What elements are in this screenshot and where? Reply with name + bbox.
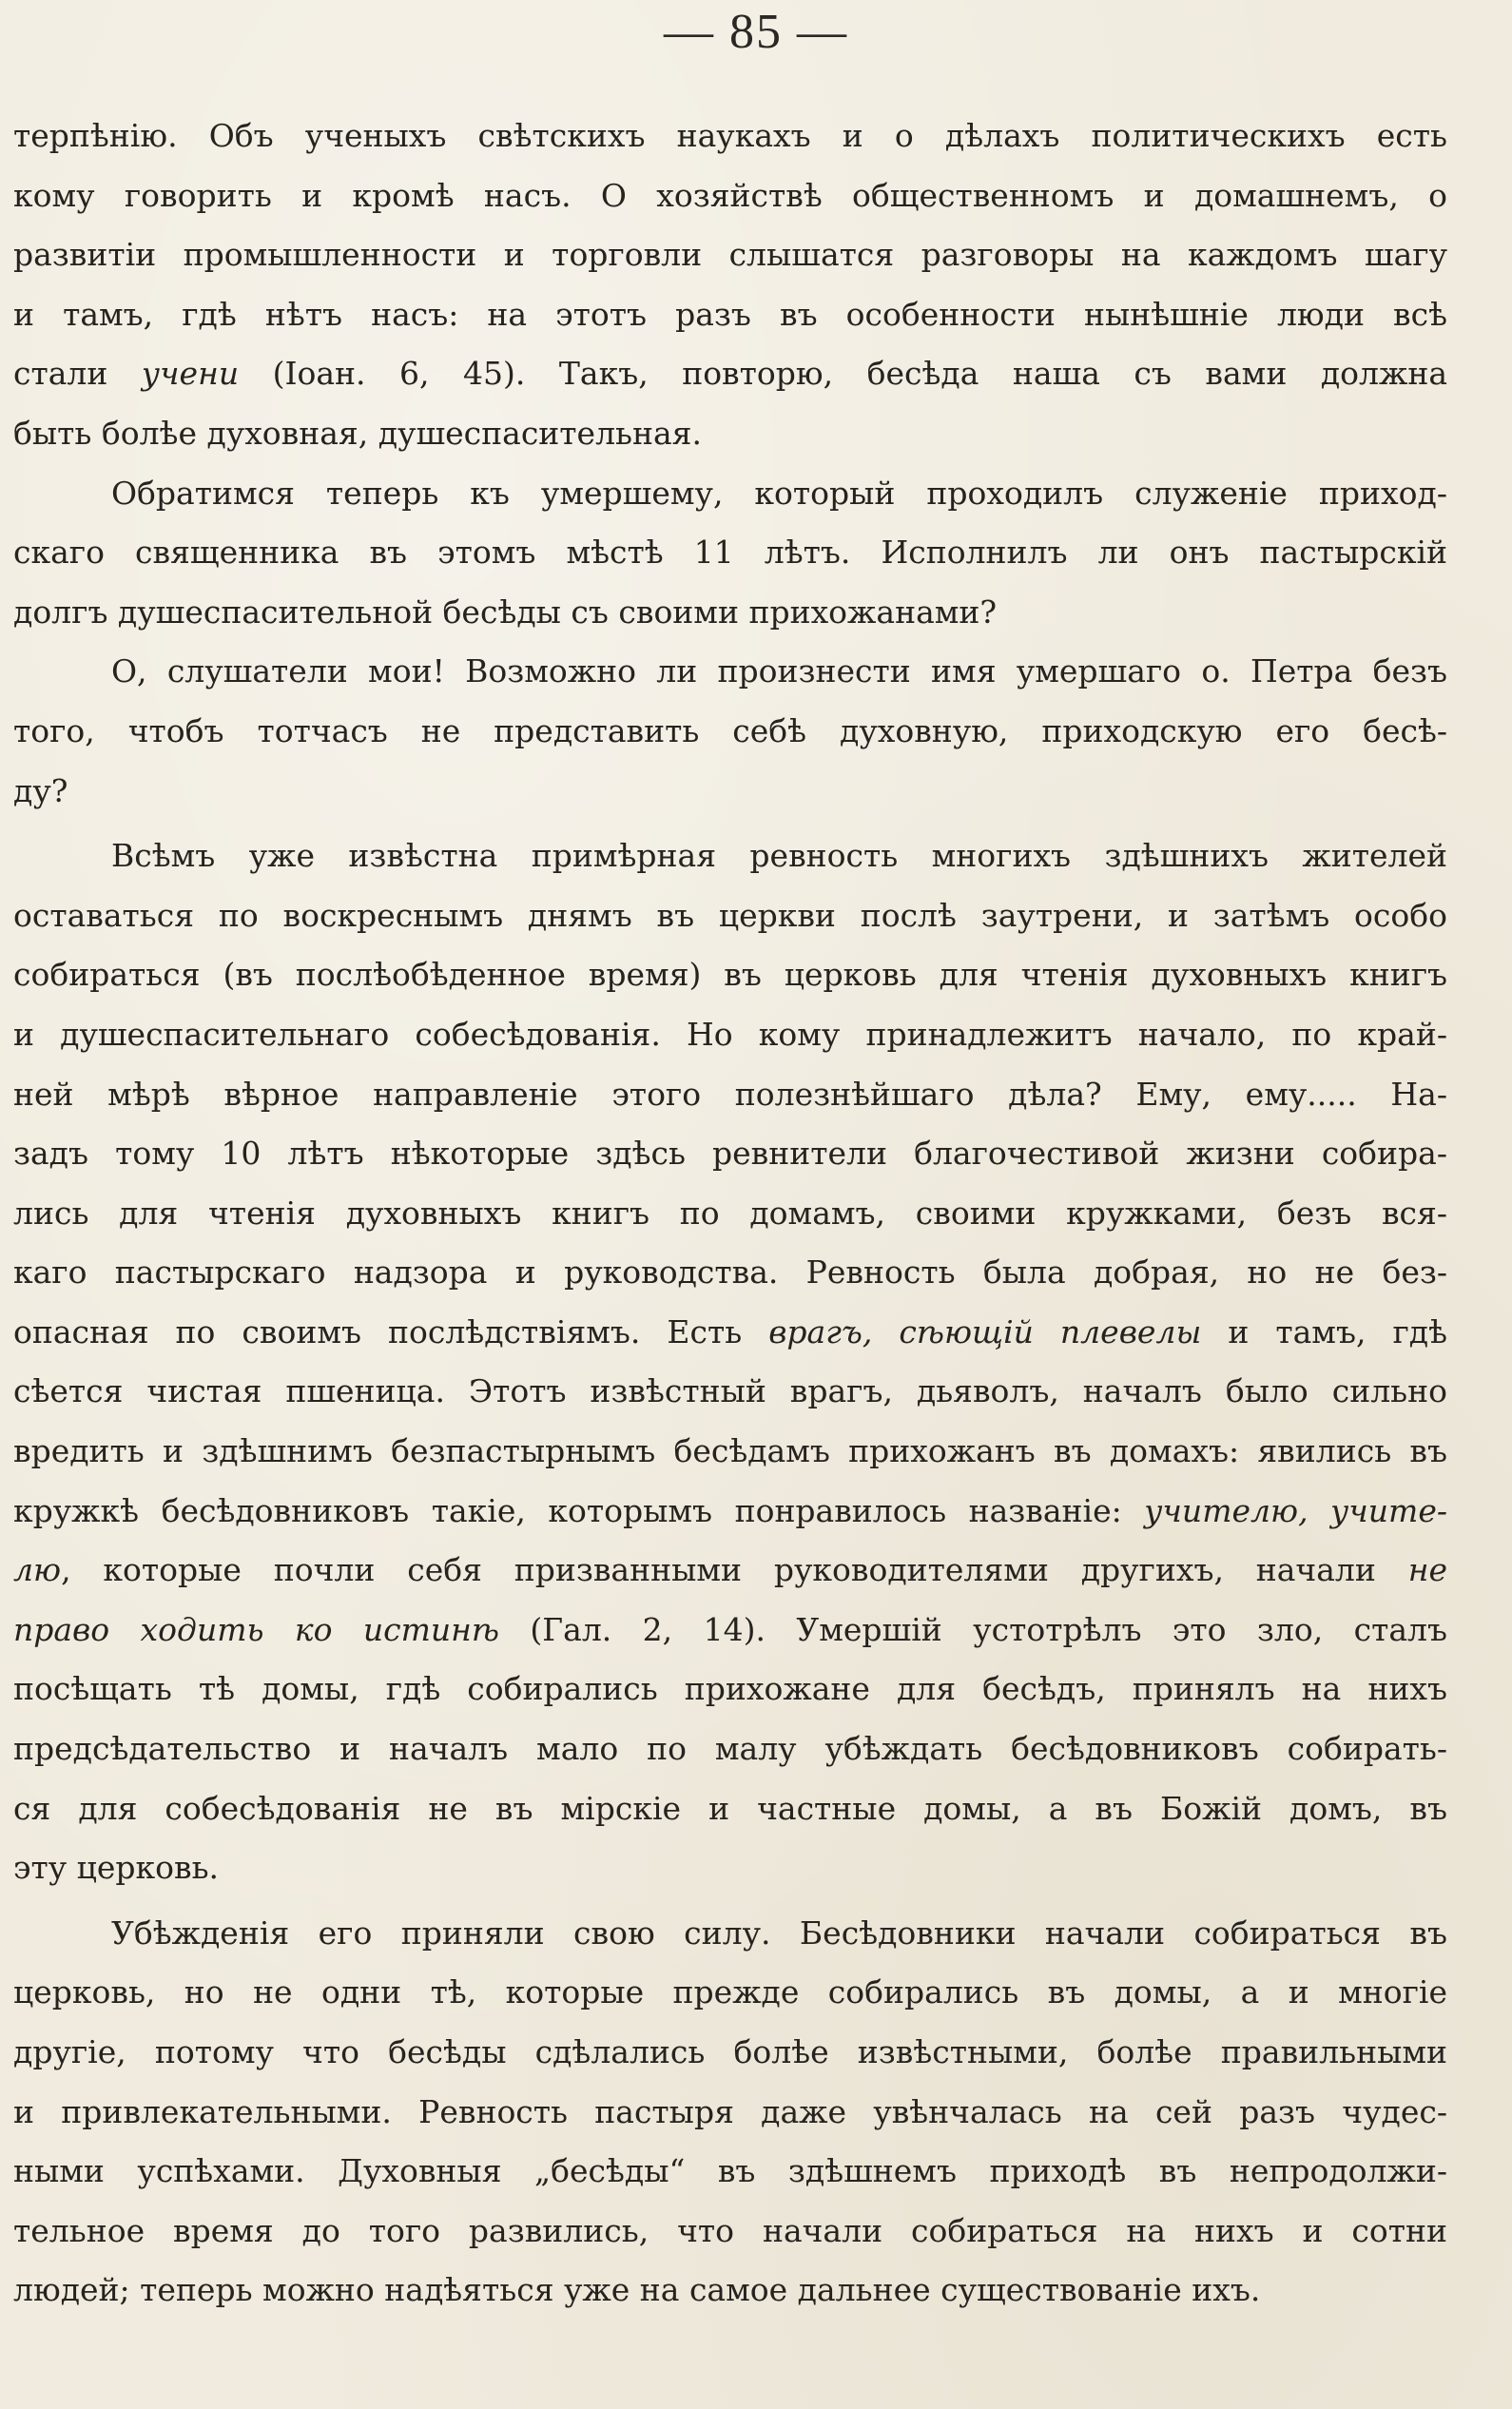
text-line: быть болѣе духовная, душеспасительная. <box>13 414 702 452</box>
body-text <box>13 107 1447 2321</box>
text-line <box>13 1601 1447 1661</box>
text-line: Убѣжденія его приняли свою силу. Бесѣдовники начали собираться въ <box>111 1914 1447 1952</box>
text-line: О, слушатели мои! Возможно ли произнести имя умершаго о. Петра безъ <box>111 652 1447 690</box>
text-line: оставаться по воскреснымъ днямъ въ церкви послѣ заутрени, и затѣмъ особо <box>13 896 1447 934</box>
text-line: людей; теперь можно надѣяться уже на самое дальнее существованіе ихъ. <box>13 2271 1261 2309</box>
text-line: лись для чтенія духовныхъ книгъ по домамъ, своими кружками, безъ вся- <box>13 1194 1447 1232</box>
text-line: того, чтобъ тотчасъ не представить себѣ духовную, приходскую его бесѣ- <box>13 711 1447 749</box>
italic-run: не <box>1407 1551 1447 1589</box>
text-line <box>13 1303 1447 1363</box>
text-line: долгъ душеспасительной бесѣды съ своими прихожанами? <box>13 593 998 631</box>
text-line: эту церковь. <box>13 1849 220 1887</box>
text-line: развитіи промышленности и торговли слышатся разговоры на каждомъ шагу <box>13 236 1447 274</box>
italic-run: право ходить ко истинѣ <box>13 1610 499 1648</box>
text-line: каго пастырскаго надзора и руководства. Ревность была добрая, но не без- <box>13 1253 1447 1292</box>
paragraph-4 <box>13 826 1447 1898</box>
text-line: кому говорить и кромѣ насъ. О хозяйствѣ общественномъ и домашнемъ, о <box>13 176 1447 214</box>
text-run: стали <box>13 355 142 393</box>
text-line: и привлекательными. Ревность пастыря даже увѣнчалась на сей разъ чудес- <box>13 2092 1447 2130</box>
text-line: предсѣдательство и началъ мало по малу убѣждать бесѣдовниковъ собирать- <box>13 1730 1447 1768</box>
italic-run: учителю, учите- <box>1144 1491 1447 1529</box>
italic-run: учени <box>141 355 240 393</box>
text-run: и тамъ, гдѣ <box>1201 1312 1447 1350</box>
text-line: посѣщать тѣ домы, гдѣ собирались прихожане для бесѣдъ, принялъ на нихъ <box>13 1670 1447 1708</box>
text-line: церковь, но не одни тѣ, которые прежде собирались въ домы, а и многіе <box>13 1973 1447 2011</box>
text-line: терпѣнію. Объ ученыхъ свѣтскихъ наукахъ и о дѣлахъ политическихъ есть <box>13 117 1447 154</box>
text-run: кружкѣ бесѣдовниковъ такіе, которымъ понравилось названіе: <box>13 1491 1145 1529</box>
page-number: — 85 — <box>664 5 848 59</box>
text-line: ду? <box>13 771 68 809</box>
text-line: Всѣмъ уже извѣстна примѣрная ревность многихъ здѣшнихъ жителей <box>111 837 1447 875</box>
paragraph-3 <box>13 642 1447 821</box>
italic-run: лю <box>13 1551 62 1589</box>
text-run: (Гал. 2, 14). Умершій устотрѣлъ это зло, сталъ <box>499 1610 1447 1648</box>
paragraph-2 <box>13 464 1447 643</box>
text-run: , которые почли себя призванными руководителями другихъ, начали <box>61 1551 1408 1589</box>
text-line: ней мѣрѣ вѣрное направленіе этого полезнѣйшаго дѣла? Ему, ему..... На- <box>13 1075 1447 1113</box>
text-run: (Іоан. 6, 45). Такъ, повторю, бесѣда наша съ вами должна <box>239 355 1447 393</box>
text-line: сѣется чистая пшеница. Этотъ извѣстный врагъ, дьяволъ, началъ было сильно <box>13 1372 1447 1410</box>
text-line: скаго священника въ этомъ мѣстѣ 11 лѣтъ. Исполнилъ ли онъ пастырскій <box>13 534 1447 572</box>
paragraph-1 <box>13 107 1447 464</box>
text-line: тельное время до того развились, что начали собираться на нихъ и сотни <box>13 2211 1447 2249</box>
text-line: вредить и здѣшнимъ безпастырнымъ бесѣдамъ прихожанъ въ домахъ: явились въ <box>13 1432 1447 1470</box>
text-run: опасная по своимъ послѣдствіямъ. Есть <box>13 1312 769 1350</box>
text-line <box>13 344 1447 404</box>
text-line: ными успѣхами. Духовныя „бесѣды“ въ здѣшнемъ приходѣ въ непродолжи- <box>13 2152 1447 2190</box>
text-line: ся для собесѣдованія не въ мірскіе и частные домы, а въ Божій домъ, въ <box>13 1789 1447 1827</box>
text-line: другіе, потому что бесѣды сдѣлались болѣе извѣстными, болѣе правильными <box>13 2033 1447 2070</box>
text-line: Обратимся теперь къ умершему, который проходилъ служеніе приход- <box>111 474 1447 512</box>
text-line: задъ тому 10 лѣтъ нѣкоторые здѣсь ревнители благочестивой жизни собира- <box>13 1135 1447 1173</box>
text-line: и душеспасительнаго собесѣдованія. Но кому принадлежитъ начало, по край- <box>13 1015 1447 1053</box>
paragraph-5 <box>13 1904 1447 2321</box>
text-line: и тамъ, гдѣ нѣтъ насъ: на этотъ разъ въ особенности нынѣшніе люди всѣ <box>13 295 1447 333</box>
text-line: собираться (въ послѣобѣденное время) въ церковь для чтенія духовныхъ книгъ <box>13 956 1447 994</box>
text-line <box>13 1541 1447 1601</box>
text-line <box>13 1482 1447 1542</box>
italic-run: врагъ, сѣющій плевелы <box>768 1312 1202 1350</box>
